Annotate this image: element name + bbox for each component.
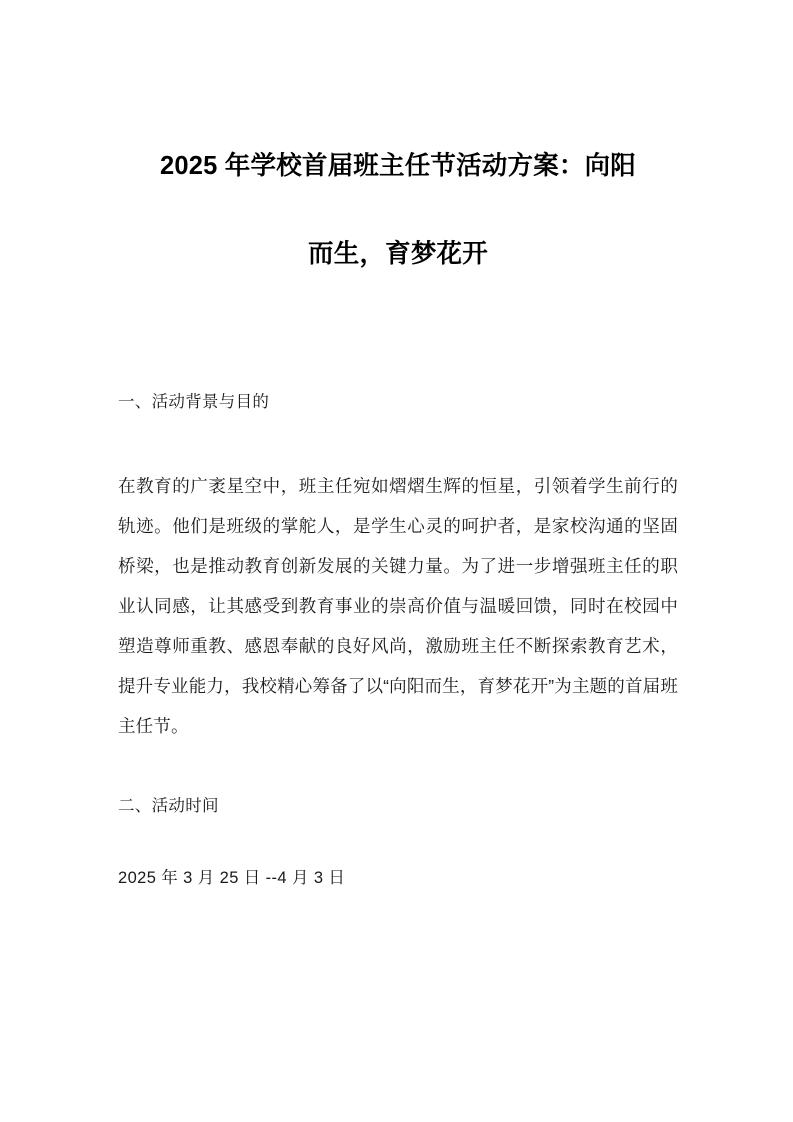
title-line-2: 而生，育梦花开 [308, 240, 488, 268]
section-heading-1: 一、活动背景与目的 [118, 393, 270, 411]
page-title [118, 122, 678, 298]
section-heading-2: 二、活动时间 [118, 797, 219, 815]
title-line-1: 2025 年学校首届班主任节活动方案：向阳 [159, 152, 636, 180]
document-body [118, 388, 678, 892]
spacer [118, 746, 678, 792]
spacer [118, 416, 678, 466]
spacer [118, 820, 678, 864]
section-paragraph-1: 在教育的广袤星空中，班主任宛如熠熠生辉的恒星，引领着学生前行的轨迹。他们是班级的掌舵人，是学生心灵的呵护者，是家校沟通的坚固桥梁，也是推动教育创新发展的关键力量。为了进一步增强班主任的职业认同感，让其感受到教育事业的崇高价值与温暖回馈，同时在校园中塑造尊师重教、感恩奉献的良好风尚，激励班主任不断探索教育艺术，提升专业能力，我校精心筹备了以“向阳而生，育梦花开”为主题的首届班主任节。 [118, 476, 678, 736]
activity-date-range: 2025 年 3 月 25 日 --4 月 3 日 [118, 869, 346, 887]
